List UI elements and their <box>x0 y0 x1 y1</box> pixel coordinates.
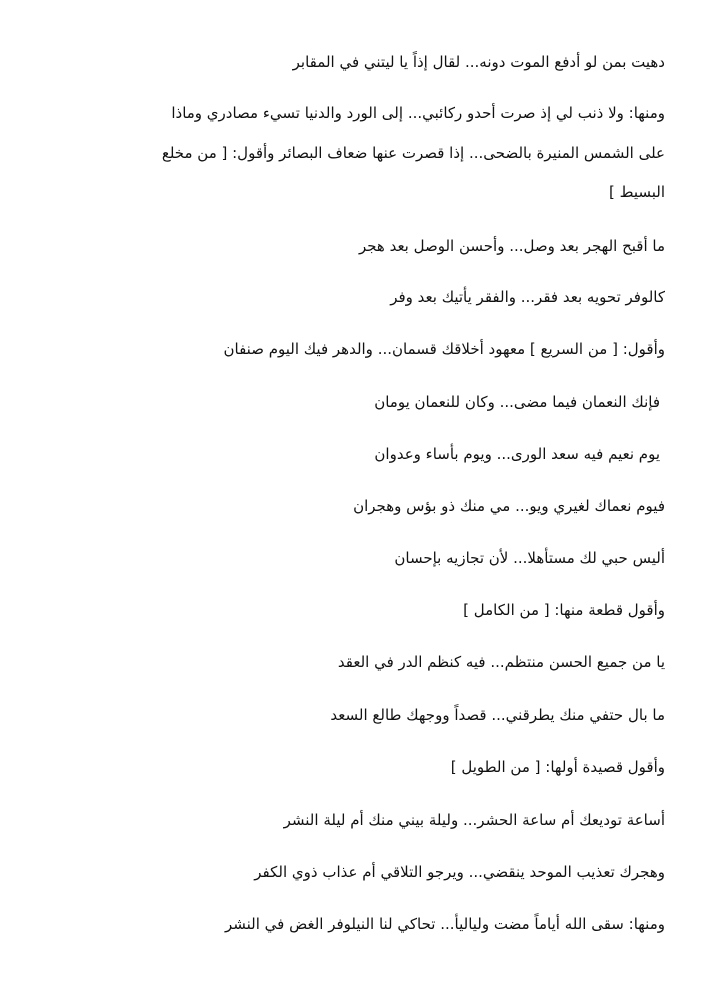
text-line: فيوم نعماك لغيري ويو... مي منك ذو بؤس وهجران <box>353 497 665 515</box>
text-line: البسيط ] <box>608 183 665 201</box>
text-line: أليس حبي لك مستأهلا... لأن تجازيه بإحسان <box>394 549 665 567</box>
text-line: ما أقبح الهجر بعد وصل... وأحسن الوصل بعد هجر <box>358 237 665 255</box>
text-line: وأقول قطعة منها: [ من الكامل ] <box>463 601 665 619</box>
text-line: ما بال حتفي منك يطرقني... قصداً ووجهك طالع السعد <box>330 706 665 724</box>
text-line: دهيت بمن لو أدفع الموت دونه... لقال إذاً يا ليتني في المقابر <box>292 53 665 71</box>
text-line: كالوفر تحويه بعد فقر... والفقر يأتيك بعد وفر <box>390 288 665 306</box>
text-line: ومنها: ولا ذنب لي إذ صرت أحدو ركائبي... إلى الورد والدنيا تسيء مصادري وماذا <box>171 104 665 122</box>
text-line: يوم نعيم فيه سعد الورى... ويوم بأساء وعدوان <box>374 445 660 463</box>
text-line: على الشمس المنيرة بالضحى... إذا قصرت عنها ضعاف البصائر وأقول: [ من مخلع <box>161 144 665 162</box>
text-line: أساعة توديعك أم ساعة الحشر... وليلة بيني منك أم ليلة النشر <box>283 811 665 829</box>
text-line: فإنك النعمان فيما مضى... وكان للنعمان يومان <box>374 393 660 411</box>
text-line: وأقول قصيدة أولها: [ من الطويل ] <box>450 758 665 776</box>
text-line: وهجرك تعذيب الموحد ينقضي... ويرجو التلاقي أم عذاب ذوي الكفر <box>254 863 665 881</box>
text-line: ومنها: سقى الله أياماً مضت ولياليأً... تحاكي لنا النيلوفر الغض في النشر <box>224 915 665 933</box>
text-line: وأقول: [ من السريع ] معهود أخلاقك قسمان... والدهر فيك اليوم صنفان <box>223 340 665 358</box>
text-line: يا من جميع الحسن منتظم... فيه كنظم الدر في العقد <box>337 653 665 671</box>
